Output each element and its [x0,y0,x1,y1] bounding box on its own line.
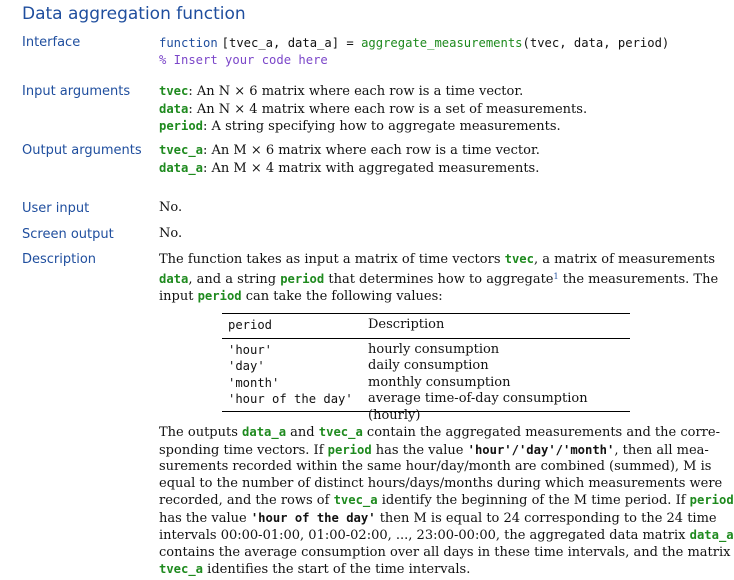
table-row: 'month' monthly consumption [228,374,511,390]
table-header: Description [368,317,445,332]
user-input-value: No. [159,200,183,215]
output-arg-item: data_a: An M × 4 matrix with aggregated measurements. [159,160,540,176]
table-header-row [222,317,630,334]
input-arg-item: data: An N × 4 matrix where each row is a set of measurements. [159,101,588,117]
label-description: Description [22,252,97,267]
input-arg-item: tvec: An N × 6 matrix where each row is a time vector. [159,84,524,99]
output-arg-item: tvec_a: An M × 6 matrix where each row is a time vector. [159,143,540,158]
table-row: 'hour of the day' average time-of-day consumption (hourly) [228,391,588,423]
code-comment: % Insert your code here [159,53,328,67]
interface-signature [159,35,669,50]
table-header: period [228,318,273,332]
label-output-arguments: Output arguments [22,143,142,158]
label-input-arguments: Input arguments [22,84,131,99]
page-title: Data aggregation function [22,4,246,24]
table-mid-rule [222,338,630,339]
period-values-table [222,313,630,423]
screen-output-value: No. [159,226,183,241]
signature-eq: = [339,36,362,50]
table-row: 'day' daily consumption [228,358,489,373]
function-name: aggregate_measurements [361,36,523,50]
output-arguments-list [159,142,540,177]
label-screen-output: Screen output [22,227,114,242]
table-top-rule [222,313,630,314]
description-intro: The function takes as input a matrix of time vectors tvec, a matrix of measurements data, and a string period that determines how to aggregate$^1$ the measurements. The input period can take the following values: [159,252,719,304]
description-outputs: The outputs data_a and tvec_a contain the aggregated measurements and the corre- sponding time vectors. If period has the value 'hour'/'day'/'month', then all mea- surements recorded within the same hour/day/month are combined (summed), M is equal to the number of distinct hours/days/months during which measurements were recorded, and the rows of tvec_a identify the beginning of the M time period. If period has the value 'hour of the day' then M is equal to 24 corresponding to the 24 time intervals 00:00-01:00, 01:00-02:00, ..., 23:00-00:00, the aggregated data matrix data_a contains the average consumption over all days in these time intervals, and the matrix tvec_a identifies the start of the time intervals. [159,425,734,577]
keyword-function: function [159,36,218,50]
label-interface: Interface [22,35,81,50]
signature-args: (tvec, data, period) [522,36,670,50]
table-row: 'hour' hourly consumption [228,341,500,357]
signature-lhs: [tvec_a, data_a] [221,36,340,50]
interface-comment [159,52,328,67]
input-arg-item: period: A string specifying how to aggregate measurements. [159,119,561,134]
input-arguments-list [159,83,587,136]
footnote-marker[interactable]: 1 [553,271,559,281]
label-user-input: User input [22,201,90,216]
